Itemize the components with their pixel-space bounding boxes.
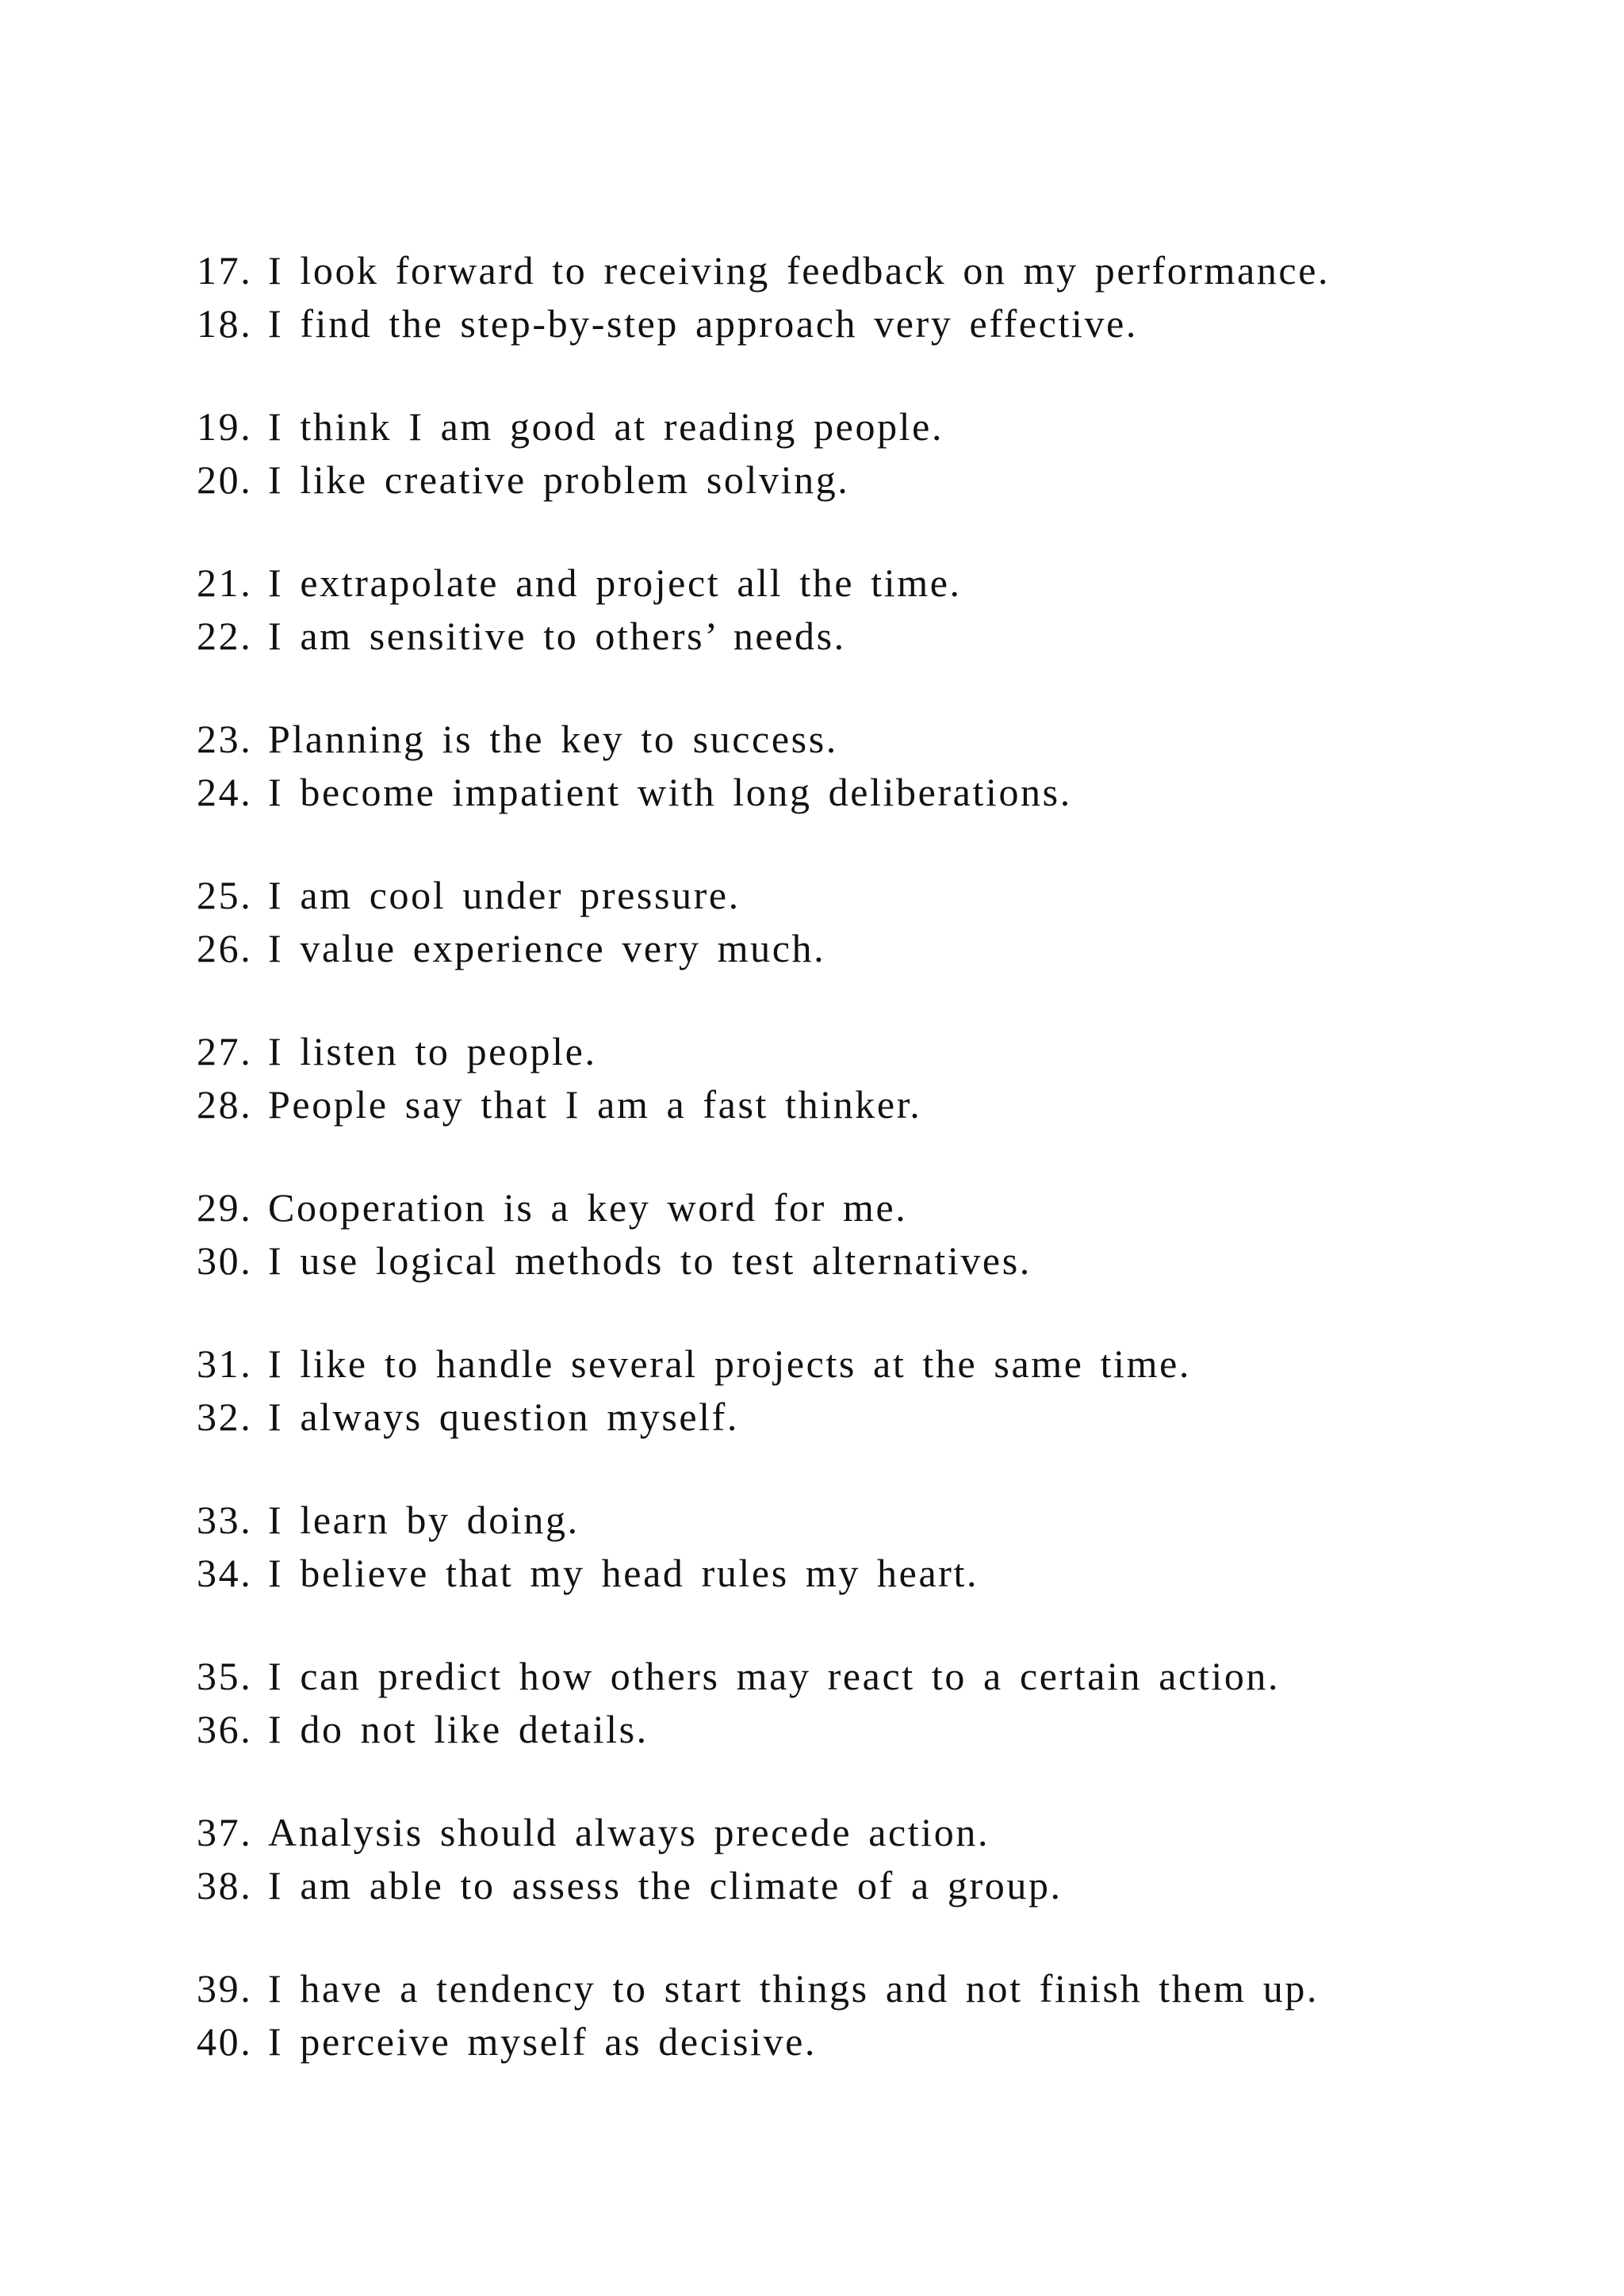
- item-number: 24.: [197, 770, 253, 814]
- list-item: [197, 557, 1592, 610]
- item-number: 34.: [197, 1551, 253, 1595]
- item-text: I am cool under pressure.: [268, 873, 741, 917]
- questionnaire-item-list: [197, 244, 1592, 2068]
- item-number: 33.: [197, 1498, 253, 1542]
- list-item: [197, 1547, 1592, 1600]
- item-text: Analysis should always precede action.: [268, 1810, 990, 1854]
- item-number: 32.: [197, 1395, 253, 1439]
- item-text: I like to handle several projects at the same time.: [268, 1341, 1192, 1386]
- item-number: 23.: [197, 717, 253, 761]
- item-number: 19.: [197, 404, 253, 449]
- list-item: [197, 766, 1592, 819]
- item-text: I do not like details.: [268, 1707, 649, 1751]
- item-text: Cooperation is a key word for me.: [268, 1185, 908, 1230]
- item-number: 37.: [197, 1810, 253, 1854]
- item-pair: [197, 1025, 1592, 1131]
- list-item: [197, 922, 1592, 975]
- list-item: [197, 244, 1592, 297]
- item-number: 39.: [197, 1966, 253, 2011]
- item-pair: [197, 713, 1592, 819]
- list-item: [197, 1234, 1592, 1288]
- item-text: I learn by doing.: [268, 1498, 580, 1542]
- item-text: I always question myself.: [268, 1395, 740, 1439]
- list-item: [197, 400, 1592, 453]
- item-pair: [197, 1494, 1592, 1600]
- item-number: 26.: [197, 926, 253, 970]
- list-item: [197, 1806, 1592, 1859]
- item-pair: [197, 1650, 1592, 1756]
- item-pair: [197, 244, 1592, 350]
- list-item: [197, 1078, 1592, 1131]
- item-text: I use logical methods to test alternatives.: [268, 1238, 1032, 1283]
- item-number: 36.: [197, 1707, 253, 1751]
- item-number: 25.: [197, 873, 253, 917]
- list-item: [197, 453, 1592, 507]
- item-number: 17.: [197, 248, 253, 293]
- item-number: 20.: [197, 457, 253, 502]
- item-pair: [197, 1962, 1592, 2068]
- list-item: [197, 1025, 1592, 1078]
- item-text: I am sensitive to others’ needs.: [268, 614, 846, 658]
- item-text: Planning is the key to success.: [268, 717, 838, 761]
- item-pair: [197, 557, 1592, 663]
- item-text: I value experience very much.: [268, 926, 826, 970]
- item-text: I am able to assess the climate of a group.: [268, 1863, 1063, 1908]
- item-text: I like creative problem solving.: [268, 457, 850, 502]
- item-text: I listen to people.: [268, 1029, 597, 1073]
- item-number: 35.: [197, 1654, 253, 1698]
- list-item: [197, 1181, 1592, 1234]
- list-item: [197, 713, 1592, 766]
- item-text: I have a tendency to start things and not finish them up.: [268, 1966, 1320, 2011]
- item-text: I look forward to receiving feedback on my performance.: [268, 248, 1331, 293]
- item-pair: [197, 1337, 1592, 1444]
- item-text: I perceive myself as decisive.: [268, 2019, 818, 2064]
- list-item: [197, 1859, 1592, 1912]
- item-number: 40.: [197, 2019, 253, 2064]
- item-number: 27.: [197, 1029, 253, 1073]
- item-pair: [197, 869, 1592, 975]
- list-item: [197, 1391, 1592, 1444]
- item-number: 31.: [197, 1341, 253, 1386]
- list-item: [197, 1650, 1592, 1703]
- item-number: 38.: [197, 1863, 253, 1908]
- item-text: I can predict how others may react to a certain action.: [268, 1654, 1281, 1698]
- list-item: [197, 1494, 1592, 1547]
- item-pair: [197, 1181, 1592, 1288]
- item-number: 18.: [197, 301, 253, 346]
- list-item: [197, 1337, 1592, 1391]
- item-number: 29.: [197, 1185, 253, 1230]
- list-item: [197, 610, 1592, 663]
- list-item: [197, 1962, 1592, 2015]
- item-text: I believe that my head rules my heart.: [268, 1551, 979, 1595]
- item-pair: [197, 1806, 1592, 1912]
- item-text: People say that I am a fast thinker.: [268, 1082, 922, 1127]
- item-number: 21.: [197, 561, 253, 605]
- item-text: I think I am good at reading people.: [268, 404, 944, 449]
- list-item: [197, 2015, 1592, 2068]
- item-text: I extrapolate and project all the time.: [268, 561, 962, 605]
- list-item: [197, 869, 1592, 922]
- item-number: 28.: [197, 1082, 253, 1127]
- list-item: [197, 1703, 1592, 1756]
- item-text: I become impatient with long deliberations.: [268, 770, 1072, 814]
- item-number: 22.: [197, 614, 253, 658]
- list-item: [197, 297, 1592, 350]
- item-text: I find the step-by-step approach very effective.: [268, 301, 1138, 346]
- item-pair: [197, 400, 1592, 507]
- item-number: 30.: [197, 1238, 253, 1283]
